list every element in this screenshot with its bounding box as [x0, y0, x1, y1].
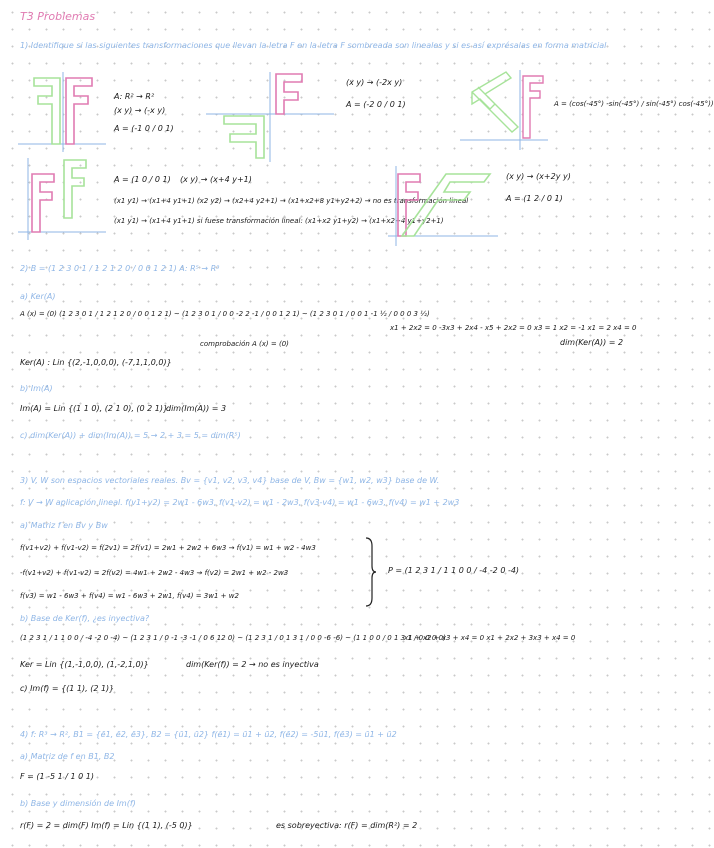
- figure-3-graph: [460, 70, 550, 150]
- fig1-map: A: R² → R²: [114, 92, 155, 101]
- problem-4-conclusion: es sobreyectiva: r(F) = dim(R²) = 2: [276, 821, 418, 830]
- problem-3a-label: a) Matriz f en Bv y Bw: [20, 521, 108, 530]
- figure-1-graph: [18, 72, 108, 152]
- fig1-vec: (x y) → (-x y): [114, 106, 166, 115]
- problem-3-eq1: f(v1+v2) + f(v1-v2) = f(2v1) = 2f(v1) = 2w1 + 2w2 + 6w3 → f(v1) = w1 + w2 - 4w3: [20, 544, 316, 552]
- problem-2a-system: A (x) = (0) (1 2 3 0 1 / 1 2 1 2 0 / 0 0 1 2 1) ~ (1 2 3 0 1 / 0 0 -2 2 -1 / 0 0 1 2 1) ~ (1 2 3 0 1 / 0 0 1 -1 ½ / 0 0 0 3 ½): [20, 310, 430, 318]
- problem-3c-line: c) Im(f) = {(1 1), (2 1)}: [20, 684, 115, 693]
- im-dim: dim(Im(A)) = 3: [166, 404, 227, 413]
- brace: [364, 536, 376, 608]
- problem-2a-label: a) Ker(A): [20, 292, 56, 301]
- im-result: Im(A) = Lin {(1 1 0), (2 1 0), (0 2 1)}: [20, 404, 169, 413]
- problem-3b-solution: x1 + x2 + x3 + x4 = 0 x1 + 2x2 + 3x3 + x4 = 0: [404, 634, 576, 642]
- fig2-matrix: A = (-2 0 / 0 1): [346, 100, 406, 109]
- ker-line: Ker = Lin {(1,-1,0,0), (1,-2,1,0)}: [20, 660, 149, 669]
- problem-2a-dim: dim(Ker(A)) = 2: [560, 338, 624, 347]
- F-matrix: F = (1 -5 1 / 1 0 1): [20, 772, 95, 781]
- fig4-matrix: A = (1 0 / 0 1): [114, 175, 171, 184]
- problem-3-statement: 3) V, W son espacios vectoriales reales. Bv = {v1, v2, v3, v4} base de V, Bw = {w1, w2, w3} base de W.: [20, 476, 440, 485]
- page-title: T3 Problemas: [20, 10, 96, 23]
- problem-2a-comprobacion: comprobación A (x) = (0): [200, 340, 289, 348]
- problem-3b-label: b) Base de Ker(f), ¿es inyectiva?: [20, 614, 150, 623]
- fig5-matrix: A = (1 2 / 0 1): [506, 194, 563, 203]
- problem-2b-label: b) Im(A): [20, 384, 53, 393]
- fig4-line1: (x1 y1) → (x1+4 y1+1) (x2 y2) → (x2+4 y2+1) → (x1+x2+8 y1+y2+2) → no es transformación lineal: [114, 197, 469, 205]
- fig3-matrix: A = (cos(-45°) -sin(-45°) / sin(-45°) cos(-45°)): [554, 100, 714, 108]
- problem-3b-reduction: (1 2 3 1 / 1 1 0 0 / -4 -2 0 -4) ~ (1 2 3 1 / 0 -1 -3 -1 / 0 6 12 0) ~ (1 2 3 1 / 0 1 3 1 / 0 0 -6 -6) ~ (1 1 0 0 / 0 1 3 1 / 0 0 0 0): [20, 634, 446, 642]
- fig2-vec: (x y) → (-2x y): [346, 78, 403, 87]
- problem-3-eq2: -f(v1+v2) + f(v1-v2) = 2f(v2) = 4w1 + 2w2 - 4w3 → f(v2) = 2w1 + w2 - 2w3: [20, 569, 289, 577]
- fig5-vec: (x y) → (x+2y y): [506, 172, 571, 181]
- figure-5-graph: [388, 166, 500, 246]
- problem-4-statement: 4) f: R³ → R², B1 = {ē1, ē2, ē3}, B2 = {ū1, ū2} f(ē1) = ū1 + ū2, f(ē2) = -5ū1, f(ē3) = ū1 + ū2: [20, 730, 397, 739]
- problem-3-eq3: f(v3) = w1 - 6w3 + f(v4) = w1 - 6w3 + 2w1, f(v4) = 3w1 + w2: [20, 592, 239, 600]
- P-matrix: P = (1 2 3 1 / 1 1 0 0 / -4 -2 0 -4): [388, 566, 520, 575]
- ker-result: Ker(A) : Lin {(2,-1,0,0,0), (-7,1,1,0,0)}: [20, 358, 172, 367]
- problem-4b-label: b) Base y dimensión de Im(f): [20, 799, 136, 808]
- problem-2c-line: c) dim(Ker(A)) + dim(Im(A)) = 5 → 2 + 3 = 5 = dim(R⁵): [20, 431, 241, 440]
- figure-2-graph: [206, 72, 336, 162]
- problem-2-header: 2) B = (1 2 3 0 1 / 1 2 1 2 0 / 0 0 1 2 1) A: R⁵ → R³: [20, 264, 220, 273]
- fig4-vec: (x y) → (x+4 y+1): [180, 175, 252, 184]
- problem-3-map: f: V → W aplicación lineal. f(v1+v2) = 2w1 - 6w3, f(v1-v2) = w1 - 2w3, f(v3-v4) = w1 - 6w3, f(v4) = w1 + 2w3: [20, 498, 460, 507]
- problem-2a-solution: x1 + 2x2 = 0 -3x3 + 2x4 - x5 + 2x2 = 0 x3 = 1 x2 = -1 x1 = 2 x4 = 0: [390, 324, 637, 332]
- ker-dim: dim(Ker(f)) = 2 → no es inyectiva: [186, 660, 319, 669]
- problem-1-statement: 1) Identifique si las siguientes transformaciones que llevan la letra F en la letra F sombreada son lineales y si es así exprésalas en forma matricial: [20, 41, 607, 50]
- figure-4-graph: [18, 158, 108, 240]
- fig1-matrix: A = (-1 0 / 0 1): [114, 124, 174, 133]
- fig4-line2: (x1 y1) → (x1+4 y1+1) si fuese transformación lineal: (x1+x2 y1+y2) → (x1+x2+4 y1+y2+1): [114, 217, 444, 225]
- problem-4a-label: a) Matriz de f en B1, B2: [20, 752, 115, 761]
- problem-4-line: r(F) = 2 = dim(F) Im(f) = Lin {(1 1), (-5 0)}: [20, 821, 193, 830]
